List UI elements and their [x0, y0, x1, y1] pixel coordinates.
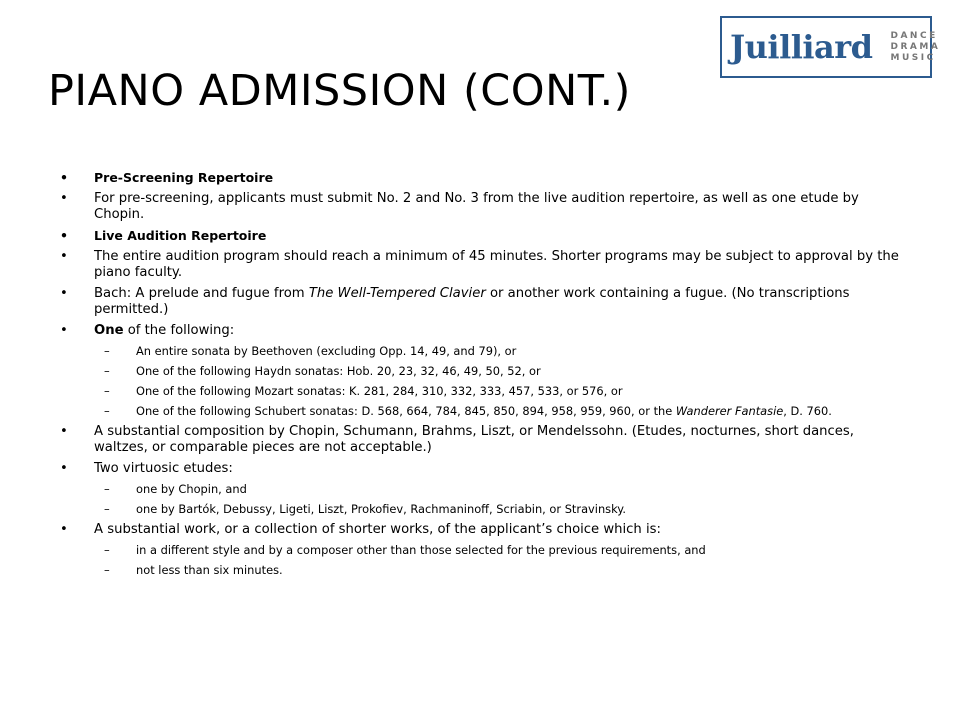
- sub-item-mozart: [60, 384, 900, 398]
- schubert-work-title: Wanderer Fantasie: [675, 404, 784, 418]
- dash-icon: –: [104, 502, 110, 516]
- pre-screening-text: For pre-screening, applicants must submit No. 2 and No. 3 from the live audition repertoire, as well as one etude by Chopin.: [94, 191, 859, 222]
- etude-others-text: one by Bartók, Debussy, Ligeti, Liszt, Prokofiev, Rachmaninoff, Scriabin, or Stravinsky.: [136, 502, 627, 516]
- list-item-bach: [60, 286, 900, 318]
- dash-icon: –: [104, 563, 110, 577]
- sub-item-haydn: [60, 364, 900, 378]
- sub-item-choice-length: [60, 563, 900, 577]
- dash-icon: –: [104, 543, 110, 557]
- beethoven-text: An entire sonata by Beethoven (excluding Opp. 14, 49, and 79), or: [136, 344, 517, 358]
- choice-length-text: not less than six minutes.: [136, 563, 283, 577]
- logo-division-music: MUSIC: [890, 52, 936, 63]
- logo-division-dance: DANCE: [890, 30, 938, 41]
- schubert-text-start: One of the following Schubert sonatas: D. 568, 664, 784, 845, 850, 894, 958, 959, 960, or the: [136, 404, 676, 418]
- bullet-icon: •: [60, 424, 68, 439]
- dash-icon: –: [104, 364, 110, 378]
- bullet-icon: •: [60, 191, 68, 206]
- list-item-pre-screening-heading: [60, 170, 900, 186]
- list-item-pre-screening-text: [60, 191, 900, 223]
- slide-title: PIANO ADMISSION (CONT.): [48, 66, 631, 116]
- live-audition-text: The entire audition program should reach a minimum of 45 minutes. Shorter programs may be subject to approval by the piano faculty.: [94, 249, 899, 280]
- choice-text: A substantial work, or a collection of shorter works, of the applicant’s choice which is:: [94, 522, 661, 537]
- choice-style-text: in a different style and by a composer other than those selected for the previous requirements, and: [136, 543, 706, 557]
- dash-icon: –: [104, 482, 110, 496]
- pre-screening-heading: Pre-Screening Repertoire: [94, 170, 274, 185]
- bach-work-title: The Well-Tempered Clavier: [308, 286, 486, 301]
- list-item-one-of-following: [60, 323, 900, 339]
- juilliard-logo: [720, 16, 941, 78]
- bullet-icon: •: [60, 323, 68, 338]
- dash-icon: –: [104, 384, 110, 398]
- haydn-text: One of the following Haydn sonatas: Hob. 20, 23, 32, 46, 49, 50, 52, or: [136, 364, 541, 378]
- etudes-text: Two virtuosic etudes:: [94, 461, 233, 476]
- one-emphasis: One: [94, 323, 124, 338]
- bullet-icon: •: [60, 170, 68, 185]
- sub-item-choice-style: [60, 543, 900, 557]
- logo-division-drama: DRAMA: [890, 41, 941, 52]
- one-of-following-text: of the following:: [123, 323, 235, 338]
- logo-wordmark: Juilliard: [730, 28, 873, 66]
- sub-item-beethoven: [60, 344, 900, 358]
- bullet-icon: •: [60, 522, 68, 537]
- bullet-list: [60, 170, 900, 583]
- bach-text-start: Bach: A prelude and fugue from: [94, 286, 309, 301]
- bullet-icon: •: [60, 228, 68, 243]
- dash-icon: –: [104, 344, 110, 358]
- list-item-live-audition-text: [60, 249, 900, 281]
- bullet-icon: •: [60, 461, 68, 476]
- list-item-live-audition-heading: [60, 228, 900, 244]
- list-item-choice: [60, 522, 900, 538]
- mozart-text: One of the following Mozart sonatas: K. 281, 284, 310, 332, 333, 457, 533, or 576, or: [136, 384, 623, 398]
- etude-chopin-text: one by Chopin, and: [136, 482, 247, 496]
- logo-divisions: [891, 31, 941, 64]
- schubert-text-end: , D. 760.: [783, 404, 832, 418]
- sub-item-etude-chopin: [60, 482, 900, 496]
- dash-icon: –: [104, 404, 110, 418]
- bullet-icon: •: [60, 249, 68, 264]
- composition-text: A substantial composition by Chopin, Schumann, Brahms, Liszt, or Mendelssohn. (Etudes, nocturnes, short dances, waltzes, or comparable pieces are not acceptable.): [94, 424, 854, 455]
- list-item-composition: [60, 424, 900, 456]
- sub-item-schubert: [60, 404, 900, 418]
- sub-item-etude-others: [60, 502, 900, 516]
- list-item-etudes: [60, 461, 900, 477]
- bach-text-end: or another work containing a fugue. (No transcriptions permitted.): [94, 286, 850, 317]
- bullet-icon: •: [60, 286, 68, 301]
- live-audition-heading: Live Audition Repertoire: [94, 228, 267, 243]
